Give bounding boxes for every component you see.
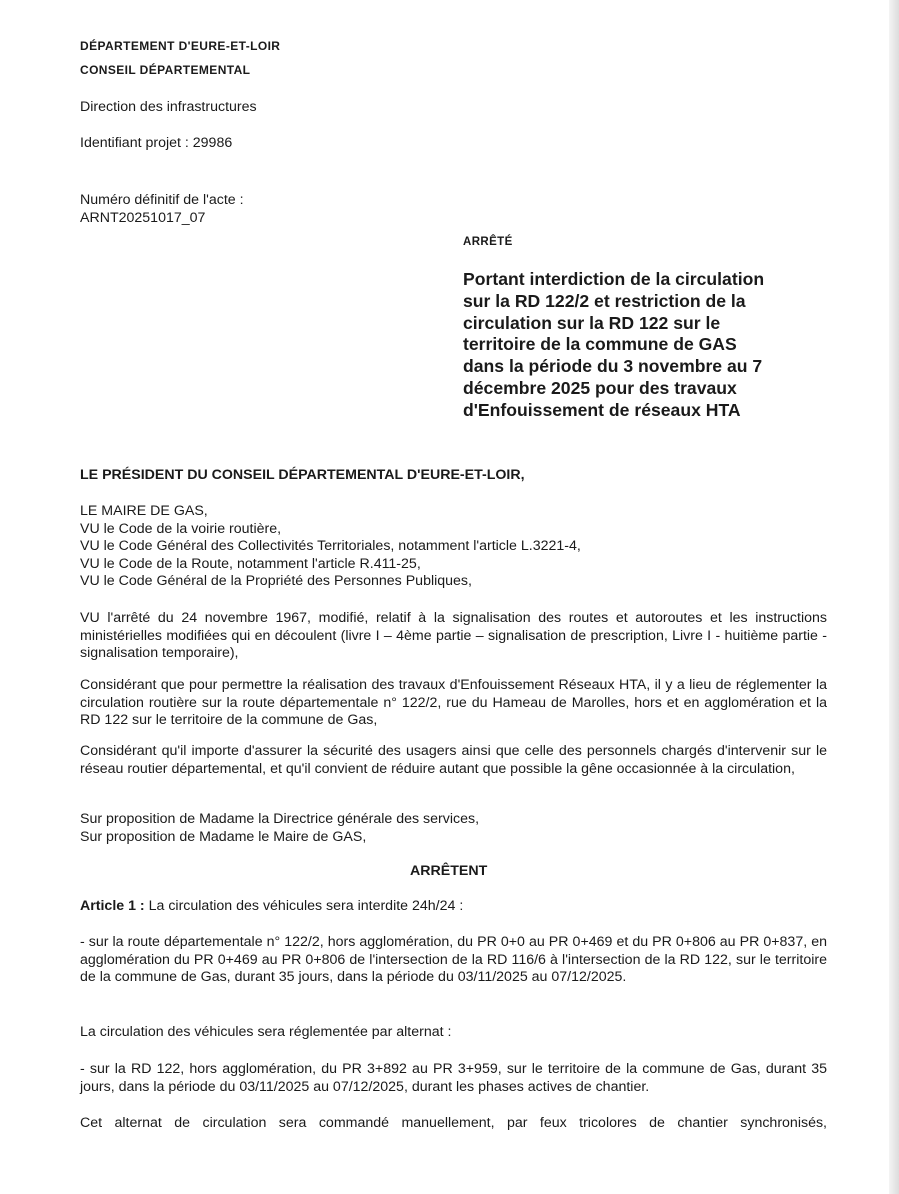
arretent-heading: ARRÊTENT xyxy=(410,863,488,879)
considerant-paragraph-1: Considérant que pour permettre la réalisation des travaux d'Enfouissement Réseaux HTA, il y a lieu de réglementer la circulation routière sur la route départementale n° 122/2, rue du Hameau de Marolles, hors et en agglomération et la RD 122 sur le territoire de la commune de Gas, xyxy=(80,677,827,728)
article-1-label: Article 1 : xyxy=(80,898,145,914)
decree-title-line: d'Enfouissement de réseaux HTA xyxy=(463,399,741,420)
article-1-intro-text: La circulation des véhicules sera interdite 24h/24 : xyxy=(144,898,464,914)
vu-arrete-paragraph: VU l'arrêté du 24 novembre 1967, modifié, relatif à la signalisation des routes et autoroutes et les instructions ministérielles modifiées qui en découlent (livre I – 4ème partie – signalisation de prescription, Livre I - huitième partie - signalisation temporaire), xyxy=(80,610,827,661)
act-number-label: Numéro définitif de l'acte : xyxy=(80,192,244,208)
vu-line: VU le Code Général de la Propriété des Personnes Publiques, xyxy=(80,573,472,589)
article-1-item-2: - sur la RD 122, hors agglomération, du PR 3+892 au PR 3+959, sur le territoire de la commune de Gas, durant 35 jours, dans la période du 03/11/2025 au 07/12/2025, durant les phases actives de chantier. xyxy=(80,1061,827,1095)
page-edge-shadow xyxy=(889,0,899,1194)
direction: Direction des infrastructures xyxy=(80,99,257,115)
vu-line: LE MAIRE DE GAS, xyxy=(80,503,208,519)
vu-line: VU le Code de la Route, notamment l'article R.411-25, xyxy=(80,555,421,572)
considerant-paragraph-2: Considérant qu'il importe d'assurer la sécurité des usagers ainsi que celle des personnels chargés d'intervenir sur le réseau routier départemental, et qu'il convient de réduire autant que possible la gêne occasionnée à la circulation, xyxy=(80,743,827,777)
vu-line: VU le Code Général des Collectivités Territoriales, notamment l'article L.3221-4, xyxy=(80,538,581,554)
alternat-intro: La circulation des véhicules sera réglementée par alternat : xyxy=(80,1024,452,1040)
decree-title-line: décembre 2025 pour des travaux xyxy=(463,377,737,398)
president-heading: LE PRÉSIDENT DU CONSEIL DÉPARTEMENTAL D'EURE-ET-LOIR, xyxy=(80,467,525,483)
decree-title xyxy=(463,269,823,422)
proposition-list xyxy=(80,811,479,846)
vu-line: VU le Code de la voirie routière, xyxy=(80,520,282,537)
project-id: Identifiant projet : 29986 xyxy=(80,135,233,151)
alternat-command-text: Cet alternat de circulation sera commandé manuellement, par feux tricolores de chantier synchronisés, xyxy=(80,1115,827,1131)
decree-title-line: Portant interdiction de la circulation xyxy=(463,269,765,289)
decree-title-line: territoire de la commune de GAS xyxy=(463,334,737,355)
article-1-intro xyxy=(80,898,463,916)
department-name: DÉPARTEMENT D'EURE-ET-LOIR xyxy=(80,39,281,53)
decree-label: ARRÊTÉ xyxy=(463,236,513,248)
act-number: ARNT20251017_07 xyxy=(80,210,206,226)
decree-title-line: circulation sur la RD 122 sur le xyxy=(463,312,721,333)
proposition-line: Sur proposition de Madame la Directrice générale des services, xyxy=(80,811,480,827)
decree-title-line: sur la RD 122/2 et restriction de la xyxy=(463,290,746,311)
vu-list xyxy=(80,503,581,591)
proposition-line: Sur proposition de Madame le Maire de GAS, xyxy=(80,828,367,845)
article-1-item-1: - sur la route départementale n° 122/2, hors agglomération, du PR 0+0 au PR 0+469 et du PR 0+806 au PR 0+837, en agglomération du PR 0+469 au PR 0+806 de l'intersection de la RD 116/6 à l'intersection de la RD 122, sur le territoire de la commune de Gas, durant 35 jours, dans la période du 03/11/2025 au 07/12/2025. xyxy=(80,934,827,985)
decree-title-line: dans la période du 3 novembre au 7 xyxy=(463,356,763,377)
council-name: CONSEIL DÉPARTEMENTAL xyxy=(80,63,251,77)
